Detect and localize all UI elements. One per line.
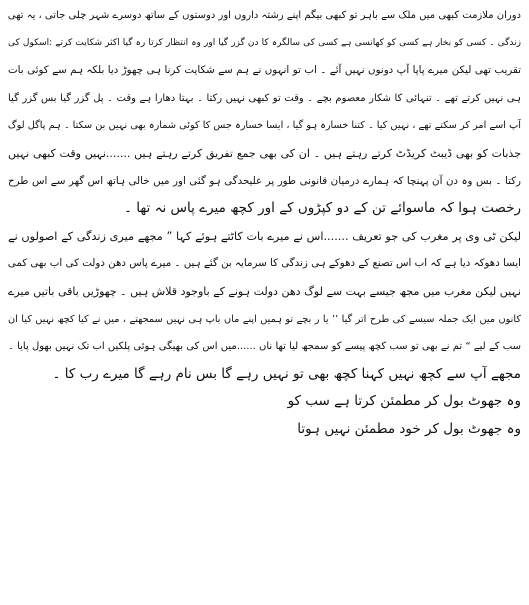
text-line: لیکن ٹی وی پر مغرب کی جو تعریف .......اس نے میرے بات کاٹتے ہوئے کہا ” مجھے میری زندگی کے اصولوں نے [8,229,521,243]
text-line: رکتا ۔ بس وہ دن آن پہنچا کہ ہمارے درمیان قانونی طور پر علیحدگی ہو گئی اور میں خالی ہاتھ اس گھر سے اس طرح [8,174,521,187]
text-line: رخصت ہوا کہ ماسوائے تن کے دو کپڑوں کے اور کچھ میرے پاس نہ تھا ۔ [124,200,521,217]
text-line: دوران ملازمت کبھی میں ملک سے باہر تو کبھی بیگم اپنے رشتہ داروں اور دوستوں کے ساتھ دوسرے شہر چلی جاتی ، یہ تھی [8,10,521,21]
text-line: جذبات کو بھی ڈیبٹ کریڈٹ کرتے رہتے ہیں ۔ ان کی بھی جمع تفریق کرتے رہتے ہیں .......نہیں وقت کبھی نہیں [8,146,521,160]
text-line: نہیں لیکن مغرب میں مجھ جیسے بہت سے لوگ دھن دولت ہونے کے باوجود قلاش ہیں ۔ چھوڑیں باقی باتیں میرے [8,284,521,298]
text-line: سب کے لیے “ تم نے بھی تو سب کچھ پیسے کو سمجھ لیا تھا ناں ......میں اس کی بھیگی ہوئی پلکیں اب تک نہیں بھول پایا ۔ [8,341,521,353]
verse-line: وہ جھوٹ بول کر مطمئن کرتا ہے سب کو [287,393,521,410]
text-line: مجھے آپ سے کچھ نہیں کہنا کچھ بھی تو نہیں رہے گا بس نام رہے گا میرے رب کا ۔ [52,365,521,382]
text-line: زندگی ۔ کسی کو بخار ہے کسی کو کھانسی ہے کسی کی سالگرہ کا دن گزر گیا اور وہ انتظار کرتا رہ گیا اکثر شکایت کرتے :اسکول کی [8,37,521,48]
text-line: ایسا دھوکہ دیا ہے کہ اب اس تصنع کے دھوکے ہی زندگی کا سرمایہ بن گئے ہیں ۔ میرے پاس دھن دولت کی اب بھی کمی [8,257,521,270]
text-line: آپ اسے امر کر سکتے تھے ، نہیں کیا ۔ کتنا خسارہ ہو گیا ، ایسا خسارہ جس کا کوئی شمارہ بھی نہیں بن سکتا ۔ ہم پاگل لوگ [8,120,521,132]
text-line: تقریب تھی لیکن میرے پاپا آپ دونوں نہیں آئے ۔ اب تو انہوں نے ہم سے شکایت کرنا ہی چھوڑ دیا بلکہ ہم سے کوئی بات [8,64,521,77]
text-line: کانوں میں ایک جملہ سیسے کی طرح اتر گیا ’’ یا ر بچے تو ہمیں اپنے ماں باپ ہی نہیں سمجھتے ، میں نے کیا کچھ نہیں کیا ان [8,313,521,325]
text-line: ہی نہیں کرتے تھے ۔ تنہائی کا شکار معصوم بچے ۔ وقت تو کبھی نہیں رکتا ۔ بہتا دھارا ہے وقت ۔ پل گزر گیا بس گزر گیا [8,92,521,104]
verse-line: وہ جھوٹ بول کر خود مطمئن نہیں ہوتا [297,420,521,437]
